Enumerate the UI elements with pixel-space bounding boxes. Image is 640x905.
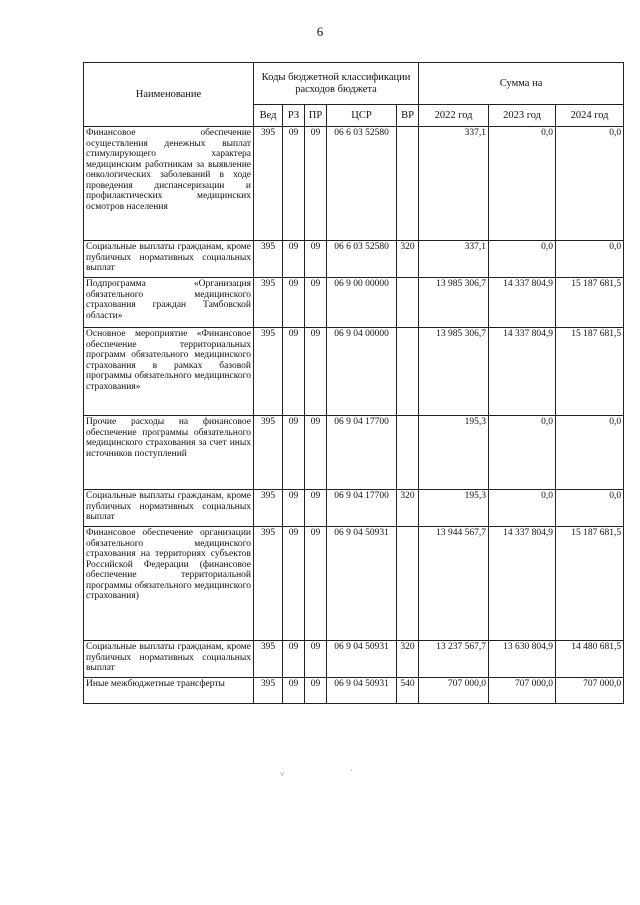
row-pr: 09 <box>305 641 327 678</box>
row-2024: 15 187 681,5 <box>556 278 624 328</box>
row-2024: 14 480 681,5 <box>556 641 624 678</box>
row-csr: 06 9 04 50931 <box>327 641 397 678</box>
row-csr: 06 9 00 00000 <box>327 278 397 328</box>
row-rz: 09 <box>283 641 305 678</box>
row-csr: 06 9 04 50931 <box>327 678 397 704</box>
row-2023: 0,0 <box>489 127 556 241</box>
header-ved: Вед <box>254 105 283 127</box>
header-2023: 2023 год <box>489 105 556 127</box>
row-name: Прочие расходы на финансовое обеспечение программы обязательного медицинского страхования за счет иных источников поступлений <box>84 416 254 490</box>
row-ved: 395 <box>254 241 283 278</box>
row-2023: 0,0 <box>489 490 556 527</box>
table-row <box>84 241 624 278</box>
row-csr: 06 6 03 52580 <box>327 127 397 241</box>
row-vr <box>397 416 419 490</box>
row-vr <box>397 127 419 241</box>
row-2023: 707 000,0 <box>489 678 556 704</box>
table-row <box>84 328 624 416</box>
row-2022: 13 944 567,7 <box>419 527 489 641</box>
scan-speck: ˅ <box>280 770 285 779</box>
row-pr: 09 <box>305 127 327 241</box>
table-row <box>84 278 624 328</box>
row-name: Социальные выплаты гражданам, кроме публичных нормативных социальных выплат <box>84 641 254 678</box>
row-2022: 337,1 <box>419 241 489 278</box>
row-2023: 0,0 <box>489 416 556 490</box>
row-2022: 707 000,0 <box>419 678 489 704</box>
row-2024: 15 187 681,5 <box>556 527 624 641</box>
row-pr: 09 <box>305 278 327 328</box>
row-rz: 09 <box>283 678 305 704</box>
row-pr: 09 <box>305 490 327 527</box>
row-ved: 395 <box>254 278 283 328</box>
row-ved: 395 <box>254 678 283 704</box>
row-vr <box>397 278 419 328</box>
row-pr: 09 <box>305 678 327 704</box>
table-row <box>84 127 624 241</box>
header-name: Наименование <box>84 63 254 127</box>
table-row <box>84 678 624 704</box>
row-name: Социальные выплаты гражданам, кроме публичных нормативных социальных выплат <box>84 241 254 278</box>
row-pr: 09 <box>305 328 327 416</box>
table-row <box>84 527 624 641</box>
row-name: Финансовое обеспечение организации обязательного медицинского страхования на территориях субъектов Российской Федерации (финансовое обеспечение территориальной программы обязательного медицинского страхования) <box>84 527 254 641</box>
row-ved: 395 <box>254 527 283 641</box>
row-name: Иные межбюджетные трансферты <box>84 678 254 704</box>
header-vr: ВР <box>397 105 419 127</box>
row-pr: 09 <box>305 241 327 278</box>
row-csr: 06 9 04 00000 <box>327 328 397 416</box>
row-name: Финансовое обеспечение осуществления денежных выплат стимулирующего характера медицинским работникам за выявление онкологических заболеваний в ходе проведения диспансеризации и профилактических медицинских осмотров населения <box>84 127 254 241</box>
header-rz: РЗ <box>283 105 305 127</box>
row-2024: 0,0 <box>556 127 624 241</box>
row-vr: 540 <box>397 678 419 704</box>
table-row <box>84 416 624 490</box>
row-csr: 06 9 04 17700 <box>327 490 397 527</box>
row-ved: 395 <box>254 127 283 241</box>
row-pr: 09 <box>305 416 327 490</box>
table-row <box>84 490 624 527</box>
header-2022: 2022 год <box>419 105 489 127</box>
row-ved: 395 <box>254 416 283 490</box>
row-2023: 0,0 <box>489 241 556 278</box>
row-vr <box>397 328 419 416</box>
row-rz: 09 <box>283 127 305 241</box>
row-2024: 0,0 <box>556 241 624 278</box>
row-name: Основное мероприятие «Финансовое обеспечение территориальных программ обязательного медицинского страхования в рамках базовой программы обязательного медицинского страхования» <box>84 328 254 416</box>
row-vr: 320 <box>397 241 419 278</box>
row-ved: 395 <box>254 490 283 527</box>
row-rz: 09 <box>283 328 305 416</box>
row-ved: 395 <box>254 328 283 416</box>
row-2024: 15 187 681,5 <box>556 328 624 416</box>
row-rz: 09 <box>283 416 305 490</box>
row-rz: 09 <box>283 527 305 641</box>
row-2022: 13 985 306,7 <box>419 278 489 328</box>
row-pr: 09 <box>305 527 327 641</box>
row-2022: 337,1 <box>419 127 489 241</box>
row-vr: 320 <box>397 490 419 527</box>
row-rz: 09 <box>283 490 305 527</box>
row-rz: 09 <box>283 278 305 328</box>
row-2022: 195,3 <box>419 490 489 527</box>
header-2024: 2024 год <box>556 105 624 127</box>
row-2024: 0,0 <box>556 490 624 527</box>
row-2022: 13 985 306,7 <box>419 328 489 416</box>
row-2023: 14 337 804,9 <box>489 527 556 641</box>
row-csr: 06 9 04 17700 <box>327 416 397 490</box>
row-2022: 13 237 567,7 <box>419 641 489 678</box>
row-name: Подпрограмма «Организация обязательного медицинского страхования граждан Тамбовской области» <box>84 278 254 328</box>
row-2023: 14 337 804,9 <box>489 278 556 328</box>
row-2023: 14 337 804,9 <box>489 328 556 416</box>
row-2024: 0,0 <box>556 416 624 490</box>
row-2022: 195,3 <box>419 416 489 490</box>
page-number: 6 <box>316 24 324 39</box>
header-pr: ПР <box>305 105 327 127</box>
budget-table <box>83 62 624 704</box>
header-sum-group: Сумма на <box>419 63 624 105</box>
row-vr <box>397 527 419 641</box>
row-name: Социальные выплаты гражданам, кроме публичных нормативных социальных выплат <box>84 490 254 527</box>
row-rz: 09 <box>283 241 305 278</box>
row-2024: 707 000,0 <box>556 678 624 704</box>
row-ved: 395 <box>254 641 283 678</box>
row-csr: 06 6 03 52580 <box>327 241 397 278</box>
row-2023: 13 630 804,9 <box>489 641 556 678</box>
header-codes-group: Коды бюджетной классификации расходов бюджета <box>254 63 419 105</box>
table-row <box>84 641 624 678</box>
row-vr: 320 <box>397 641 419 678</box>
scan-speck: · <box>350 766 353 775</box>
row-csr: 06 9 04 50931 <box>327 527 397 641</box>
header-csr: ЦСР <box>327 105 397 127</box>
